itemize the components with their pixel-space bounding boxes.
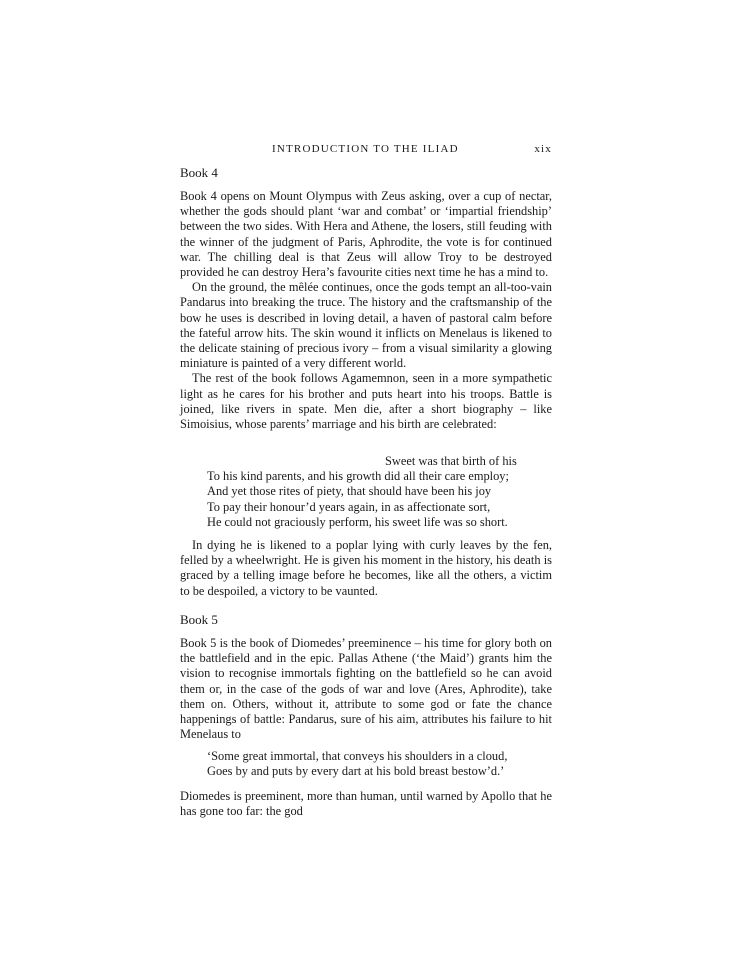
book-4-closing-prose (180, 538, 552, 599)
verse-line: Goes by and puts by every dart at his bold breast bestow’d.’ (207, 764, 505, 779)
book-4-paragraph-3: The rest of the book follows Agamemnon, seen in a more sympathetic light as he cares for his brother and puts heart into his troops. Battle is joined, like rivers in spate. Men die, after a short biography – like Simoisius, whose parents’ marriage and his birth are celebrated: (180, 371, 552, 432)
book-4-paragraph-4: In dying he is likened to a poplar lying with curly leaves by the fen, felled by a wheelwright. He is given his moment in the history, his death is graced by a telling image before he becomes, like all the others, a victim to be despoiled, a victory to be vaunted. (180, 538, 552, 598)
book-4-verse (207, 454, 517, 530)
verse-line: To pay their honour’d years again, in as affectionate sort, (207, 499, 491, 514)
verse-line: To his kind parents, and his growth did all their care employ; (207, 469, 509, 484)
book-5-heading: Book 5 (180, 612, 218, 627)
book-5-prose (180, 636, 552, 742)
book-5-paragraph-2: Diomedes is preeminent, more than human, until warned by Apollo that he has gone too far: the god (180, 789, 552, 819)
book-4-heading: Book 4 (180, 165, 218, 180)
book-4-paragraph-2: On the ground, the mêlée continues, once the gods tempt an all-too-vain Pandarus into breaking the truce. The history and the craftsmanship of the bow he uses is described in loving detail, a haven of pastoral calm before the fateful arrow hits. The skin wound it inflicts on Menelaus is likened to the delicate staining of precious ivory – from a visual similarity a glowing miniature is painted of a very different world. (180, 280, 552, 371)
book-5-verse (207, 749, 507, 779)
verse-line: Sweet was that birth of his (385, 454, 517, 468)
verse-line: And yet those rites of piety, that should have been his joy (207, 484, 492, 499)
verse-line: He could not graciously perform, his sweet life was so short. (207, 514, 508, 529)
page-number: xix (534, 143, 552, 155)
running-head-title: INTRODUCTION TO THE ILIAD (272, 143, 459, 155)
book-4-prose (180, 189, 552, 432)
verse-line: ‘Some great immortal, that conveys his shoulders in a cloud, (207, 749, 508, 763)
book-5-paragraph-1: Book 5 is the book of Diomedes’ preeminence – his time for glory both on the battlefield and in the epic. Pallas Athene (‘the Maid’) grants him the vision to recognise immortals fighting on the battlefield so he can avoid them or, in the case of the gods of war and love (Ares, Aphrodite), take them on. Others, without it, attribute to some god or fate the chance happenings of battle: Pandarus, sure of his aim, attributes his failure to hit Menelaus to (180, 636, 552, 742)
book-4-paragraph-1: Book 4 opens on Mount Olympus with Zeus asking, over a cup of nectar, whether the gods should plant ‘war and combat’ or ‘impartial friendship’ between the two sides. With Hera and Athene, the losers, still feuding with the winner of the judgment of Paris, Aphrodite, the vote is for continued war. The chilling deal is that Zeus will allow Troy to be destroyed provided he can destroy Hera’s favourite cities next time he has a mind to. (180, 189, 552, 280)
book-5-closing-prose (180, 789, 552, 819)
